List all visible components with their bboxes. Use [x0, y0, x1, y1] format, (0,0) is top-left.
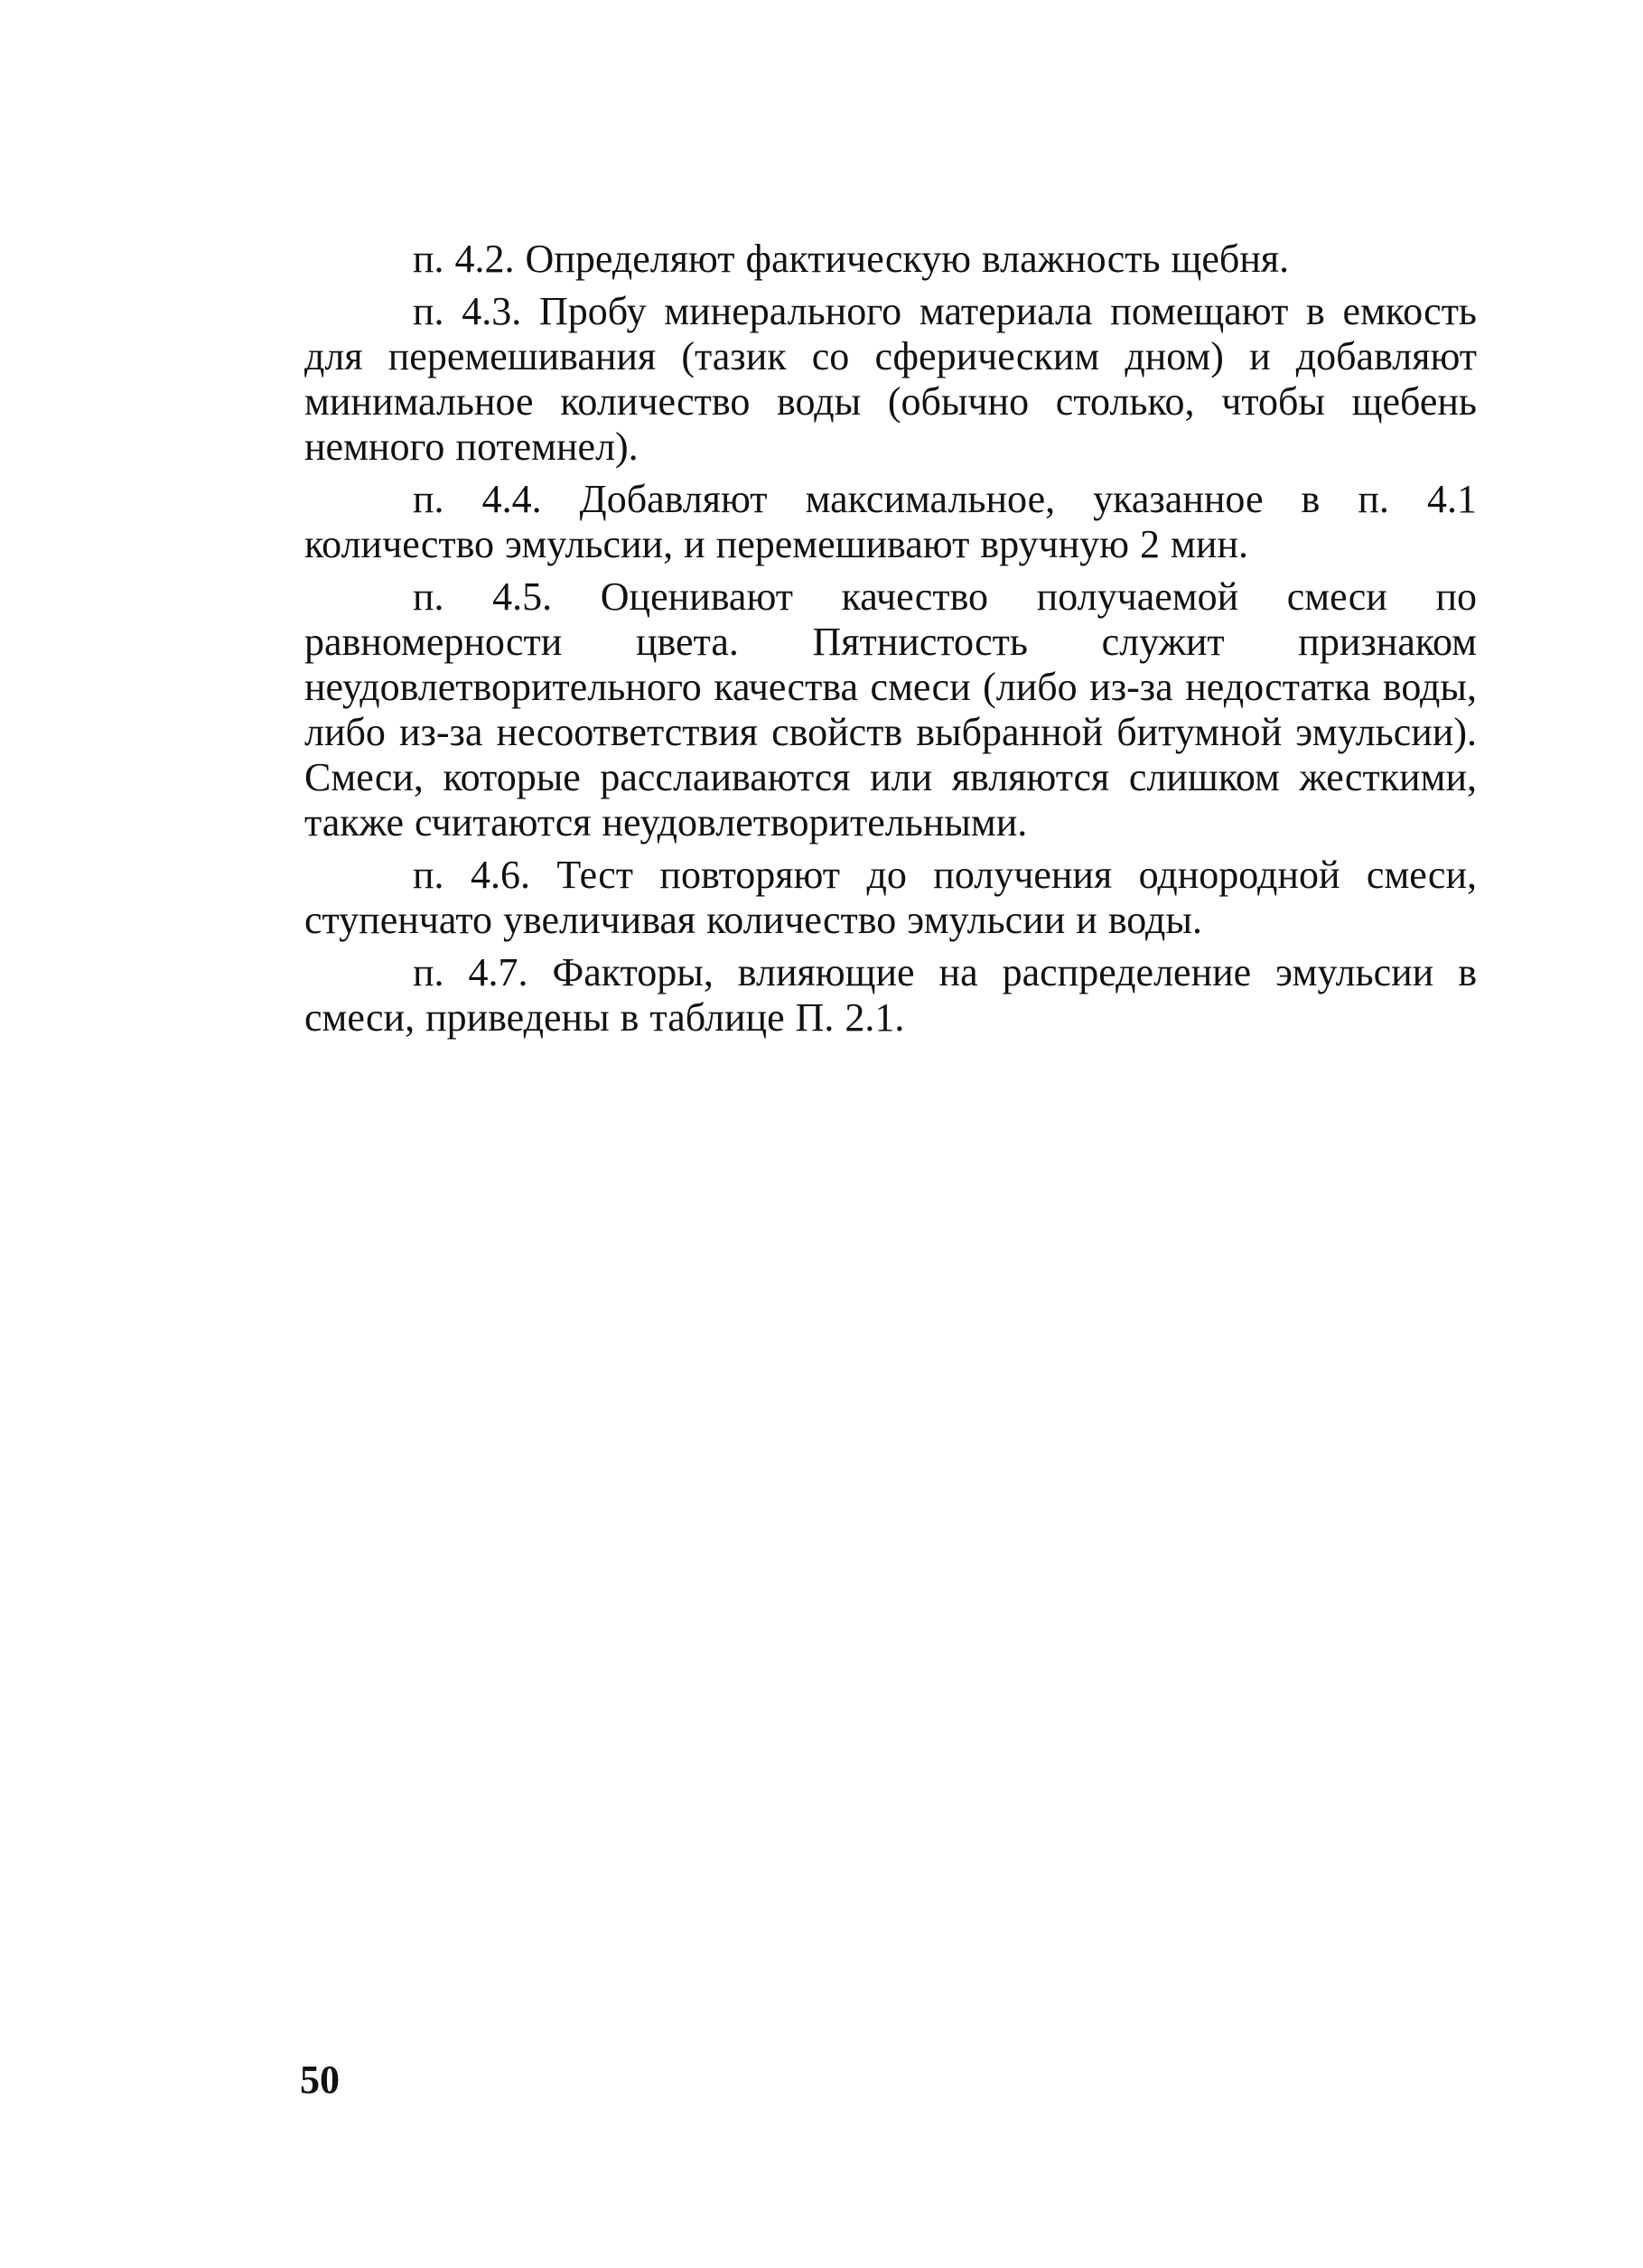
paragraph-4-4: п. 4.4. Добавляют максимальное, указанное в п. 4.1 количество эмульсии, и перемешивают вручную 2 мин. [304, 477, 1477, 566]
paragraph-4-5: п. 4.5. Оценивают качество получаемой смеси по равномерности цвета. Пятнистость служит признаком неудовлетворительного качества смеси (либо из-за недостатка воды, либо из-за несоответствия свойств выбранной битумной эмульсии). Смеси, которые расслаиваются или являются слишком жесткими, также считаются неудовлетворительными. [304, 574, 1477, 845]
text-body [304, 237, 1477, 1048]
paragraph-4-2: п. 4.2. Определяют фактическую влажность щебня. [413, 237, 1290, 281]
paragraph-4-3: п. 4.3. Пробу минерального материала помещают в емкость для перемешивания (тазик со сферическим дном) и добавляют минимальное количество воды (обычно столько, чтобы щебень немного потемнел). [304, 289, 1477, 469]
paragraph-4-7: п. 4.7. Факторы, влияющие на распределение эмульсии в смеси, приведены в таблице П. 2.1. [304, 950, 1477, 1040]
page-number: 50 [300, 2058, 340, 2102]
paragraph-4-6: п. 4.6. Тест повторяют до получения однородной смеси, ступенчато увеличивая количество эмульсии и воды. [304, 853, 1477, 942]
